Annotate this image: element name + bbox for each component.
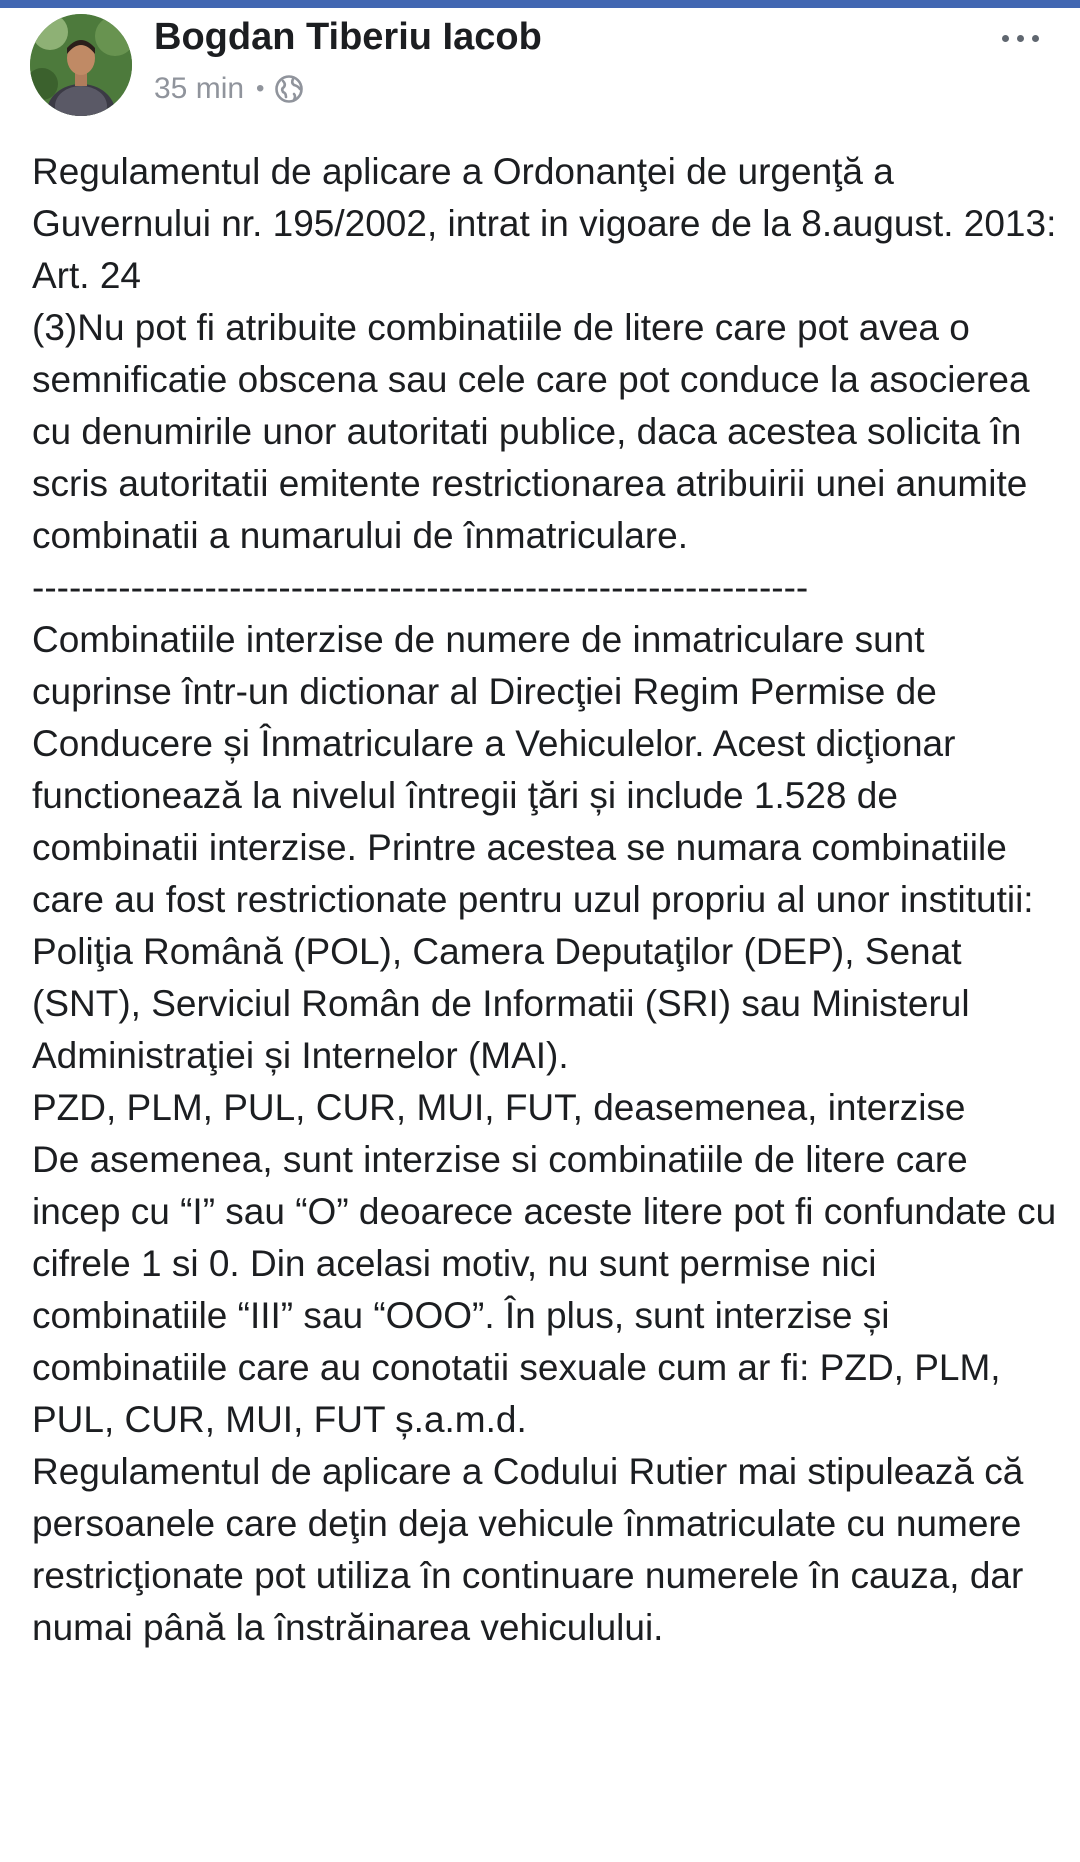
post-paragraph: Combinatiile interzise de numere de inmatriculare sunt cuprinse într-un dictionar al Direcţiei Regim Permise de Conducere și Înmatriculare a Vehiculelor. Acest dicţionar functionează la nivelul întregii ţări și include 1.528 de combinatii interzise. Printre acestea se numara combinatiile care au fost restrictionate pentru uzul propriu al unor institutii: Poliţia Română (POL), Camera Deputaţilor (DEP), Senat (SNT), Serviciul Român de Informatii (SRI) sau Ministerul Administraţiei și Internelor (MAI). [32,619,1044,1076]
top-bar [0,0,1080,8]
avatar-photo-icon [30,14,132,116]
more-options-dot [1032,35,1039,42]
more-options-icon [1002,35,1009,42]
post-paragraph: PZD, PLM, PUL, CUR, MUI, FUT, deasemenea, interzise [32,1087,966,1128]
more-options-button[interactable] [990,18,1050,58]
post-divider: --------------------------------------------------------------- [32,567,809,608]
post-paragraph: (3)Nu pot fi atribuite combinatiile de litere care pot avea o semnificatie obscena sau cele care pot conduce la asocierea cu denumirile unor autoritati publice, daca acestea solicita în scris autoritatii emitente restrictionarea atribuirii unei anumite combinatii a numarului de înmatriculare. [32,307,1040,556]
more-options-dot [1017,35,1024,42]
post-paragraph: De asemenea, sunt interzise si combinatiile de litere care incep cu “I” sau “O” deoarece aceste litere pot fi confundate cu cifrele 1 si 0. Din acelasi motiv, nu sunt permise nici combinatiile “III” sau “OOO”. În plus, sunt interzise și combinatiile care au conotatii sexuale cum ar fi: PZD, PLM, PUL, CUR, MUI, FUT ș.a.m.d. [32,1139,1067,1440]
globe-icon[interactable] [274,74,304,104]
post-paragraph: Regulamentul de aplicare a Ordonanţei de urgenţă a Guvernului nr. 195/2002, intrat in vigoare de la 8.august. 2013: [32,151,1057,244]
meta-separator: • [256,75,265,102]
post-paragraph: Art. 24 [32,255,141,296]
post-header [30,14,1050,114]
author-name[interactable]: Bogdan Tiberiu Iacob [154,16,542,58]
post-meta [154,72,304,106]
post-body [32,146,1067,1654]
post-time[interactable]: 35 min [154,72,245,105]
avatar[interactable] [30,14,132,116]
post-paragraph: Regulamentul de aplicare a Codului Rutier mai stipulează că persoanele care deţin deja vehicule înmatriculate cu numere restricţionate pot utiliza în continuare numerele în cauza, dar numai până la înstrăinarea vehiculului. [32,1451,1034,1648]
